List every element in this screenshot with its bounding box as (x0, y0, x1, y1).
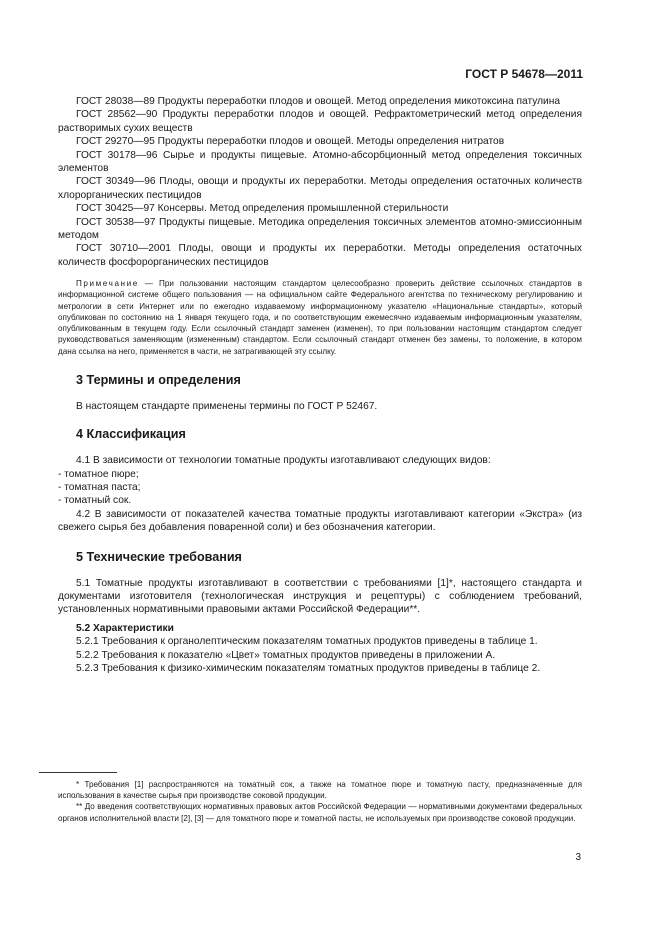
reference-item: ГОСТ 29270—95 Продукты переработки плодов и овощей. Методы определения нитратов (76, 136, 505, 148)
page-number: 3 (575, 852, 581, 863)
normative-references-list (58, 95, 582, 269)
product-type-item: - томатное пюре; (58, 468, 139, 480)
reference-item: ГОСТ 30349—96 Плоды, овощи и продукты их переработки. Методы определения остаточных количеств хлорорганических пестицидов (58, 176, 582, 201)
document-code: ГОСТ Р 54678—2011 (465, 67, 583, 81)
footnote-divider (39, 772, 117, 773)
section-4-heading: 4 Классификация (76, 427, 186, 442)
reference-item: ГОСТ 30178—96 Сырье и продукты пищевые. Атомно-абсорбционный метод определения токсичных элементов (58, 149, 582, 175)
reference-item: ГОСТ 30710—2001 Плоды, овощи и продукты их переработки. Методы определения остаточных количеств фосфорорганических пестицидов (58, 243, 582, 268)
reference-item: ГОСТ 28038—89 Продукты переработки плодов и овощей. Метод определения микотоксина патулина (76, 96, 561, 107)
footnote: * Требования [1] распространяются на томатный сок, а также на томатное пюре и томатную пасту, предназначенные для использования в качестве сырья при производстве соковой продукции. (58, 780, 582, 801)
section-3-heading: 3 Термины и определения (76, 372, 241, 387)
section-4-2-text: 4.2 В зависимости от показателей качества томатные продукты изготавливают категории «Экстра» (из свежего сырья без добавления поваренной соли) и без обозначения категории. (58, 508, 582, 534)
note-text: — При пользовании настоящим стандартом целесообразно проверить действие ссылочных стандартов в информационной системе общего пользования — на официальном сайте Федерального агентства по техническому регулированию и метрологии в сети Интернет или по ежегодно издаваемому информационному указателю «Национальные стандарты», который опубликован по состоянию на 1 января текущего года, и по соответствующим ежемесячно издаваемым информационным указателям, опубликованным в текущем году. Если ссылочный стандарт заменен (изменен), то при пользовании настоящим стандартом следует руководствоваться заменяющим (измененным) стандартом. Если ссылочный стандарт отменен без замены, то положение, в котором дана ссылка на него, применяется в части, не затрагивающей эту ссылку. (58, 279, 583, 356)
product-type-item: - томатный сок. (58, 495, 132, 507)
page-content (58, 95, 582, 675)
section-5-heading: 5 Технические требования (76, 549, 242, 564)
references-note (58, 278, 582, 356)
section-5-2-2-text: 5.2.2 Требования к показателю «Цвет» томатных продуктов приведены в приложении А. (76, 649, 496, 661)
reference-item: ГОСТ 28562—90 Продукты переработки плодов и овощей. Рефрактометрический метод определения растворимых сухих веществ (58, 109, 582, 134)
footnotes (58, 779, 582, 824)
section-5-2-1-text: 5.2.1 Требования к органолептическим показателям томатных продуктов приведены в таблице 1. (76, 636, 538, 648)
product-type-item: - томатная паста; (58, 481, 141, 493)
section-3-text: В настоящем стандарте применены термины по ГОСТ Р 52467. (76, 400, 378, 412)
footnote: ** До введения соответствующих нормативных правовых актов Российской Федерации — нормативными документами федеральных органов исполнительной власти [2], [3] — для томатного пюре и томатной пасты, не используемых при производстве соковой продукции. (58, 802, 582, 823)
section-5-2-3-text: 5.2.3 Требования к физико-химическим показателям томатных продуктов приведены в таблице 2. (76, 662, 541, 674)
reference-item: ГОСТ 30425—97 Консервы. Метод определения промышленной стерильности (76, 203, 449, 215)
section-5-2-heading: 5.2 Характеристики (76, 622, 174, 634)
section-4-1-text: 4.1 В зависимости от технологии томатные продукты изготавливают следующих видов: (76, 455, 491, 467)
note-label: Примечание (76, 279, 139, 289)
section-5-1-text: 5.1 Томатные продукты изготавливают в соответствии с требованиями [1]*, настоящего стандарта и документами изготовителя (технологическая инструкция и рецептуры) с соблюдением требований, установленных нормативными правовыми актами Российской Федерации**. (58, 577, 582, 616)
reference-item: ГОСТ 30538—97 Продукты пищевые. Методика определения токсичных элементов атомно-эмиссионным методом (58, 216, 582, 242)
